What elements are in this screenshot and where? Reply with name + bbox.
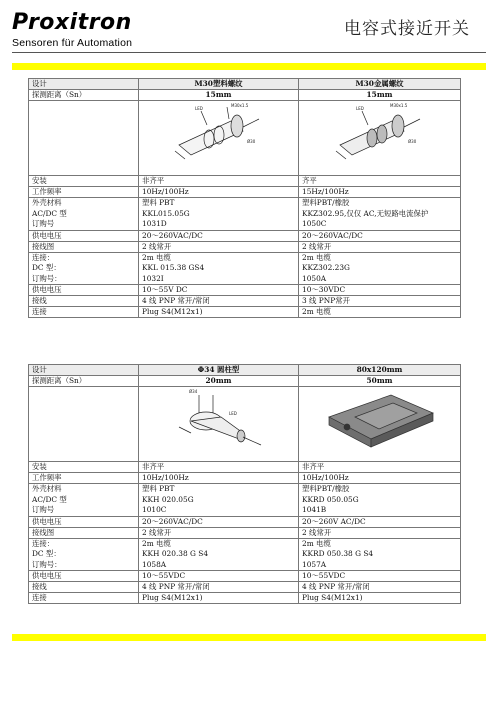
connect-col3 — [299, 538, 461, 571]
top-yellow-bar — [12, 63, 486, 70]
supply-dc-label: 供电电压 — [29, 285, 139, 296]
table-row — [29, 462, 461, 473]
connect-col2 — [139, 538, 299, 571]
dc-type-label: DC 型： — [32, 263, 61, 272]
dc-type-value: KKH 020.38 G S4 — [142, 549, 209, 558]
frequency-label: 工作频率 — [29, 187, 139, 198]
connection-col2: Plug S4(M12x1) — [139, 307, 299, 318]
logo-subtitle: Sensoren für Automation — [12, 37, 133, 49]
connection-col3: 2m 电缆 — [299, 307, 461, 318]
install-label: 安装 — [29, 462, 139, 473]
product-drawing-cylinder — [139, 387, 299, 462]
table-row — [29, 473, 461, 484]
company-logo — [12, 12, 132, 49]
frequency-col2: 10Hz/100Hz — [139, 473, 299, 484]
page-title: 电容式接近开关 — [344, 19, 470, 39]
supply-ac-label: 供电电压 — [29, 516, 139, 527]
material-value: 塑料 PBT — [142, 484, 175, 493]
acdc-type-value: KKL015.05G — [142, 208, 190, 218]
order-no-label: 订购号 — [32, 219, 55, 228]
order-no-label: 订购号 — [32, 505, 55, 514]
material-label: 外壳材料 — [32, 484, 62, 493]
svg-text:M30x1.5: M30x1.5 — [389, 103, 407, 108]
order-no-value: 1041B — [302, 505, 327, 514]
distance-col3: 15mm — [299, 90, 461, 101]
install-label: 安装 — [29, 176, 139, 187]
install-col3: 齐平 — [299, 176, 461, 187]
logo-wordmark: Proxitron — [12, 10, 132, 35]
frequency-col3: 10Hz/100Hz — [299, 473, 461, 484]
material-value: 塑料PBT/橡胶 — [302, 198, 350, 207]
table-header-row — [29, 365, 461, 376]
dc-type-value: KKRD 050.38 G S4 — [302, 549, 374, 558]
order-no-value: 1031D — [142, 219, 167, 228]
install-col2: 非齐平 — [139, 462, 299, 473]
connect-value: 2m 电缆 — [302, 252, 331, 262]
design-label: 设计 — [29, 365, 139, 376]
frequency-col2: 10Hz/100Hz — [139, 187, 299, 198]
wiring-col3: 2 线常开 — [299, 527, 461, 538]
svg-text:Ø30: Ø30 — [246, 139, 255, 144]
design-col2: M30塑料螺纹 — [139, 79, 299, 90]
order-no-value: 1057A — [302, 559, 327, 569]
connection-col2: Plug S4(M12x1) — [139, 593, 299, 604]
connect-labels — [29, 538, 139, 571]
material-labels — [29, 198, 139, 231]
output-col2: 4 线 PNP 常开/常闭 — [139, 582, 299, 593]
order-no-value: 1050A — [302, 273, 327, 283]
dc-type-value: KKL 015.38 GS4 — [142, 263, 205, 272]
distance-label: 探测距离（Sn） — [29, 376, 139, 387]
material-value: 塑料 PBT — [142, 198, 175, 207]
wiring-label: 接线图 — [29, 527, 139, 538]
supply-dc-col2: 10～55V DC — [139, 285, 299, 296]
spec-table-m30 — [28, 78, 461, 318]
connect-label: 连接： — [32, 538, 55, 548]
table-header-row — [29, 79, 461, 90]
table-row — [29, 176, 461, 187]
frequency-col3: 15Hz/100Hz — [299, 187, 461, 198]
table-row — [29, 527, 461, 538]
wiring-col2: 2 线常开 — [139, 241, 299, 252]
product-drawing-m30-metal — [299, 101, 461, 176]
table-row — [29, 241, 461, 252]
svg-text:LED: LED — [355, 106, 364, 111]
product-image-row — [29, 101, 461, 176]
connection-label: 连接 — [29, 307, 139, 318]
connection-label: 连接 — [29, 593, 139, 604]
table-row — [29, 90, 461, 101]
svg-text:LED: LED — [194, 106, 203, 111]
output-label: 接线 — [29, 296, 139, 307]
supply-dc-label: 供电电压 — [29, 571, 139, 582]
header-divider — [12, 52, 486, 53]
connect-value: 2m 电缆 — [142, 538, 171, 548]
table-row — [29, 571, 461, 582]
design-col3: M30金属螺纹 — [299, 79, 461, 90]
bottom-yellow-bar — [12, 634, 486, 641]
material-labels — [29, 484, 139, 517]
wiring-label: 接线图 — [29, 241, 139, 252]
table-row — [29, 296, 461, 307]
install-col2: 非齐平 — [139, 176, 299, 187]
product-image-row — [29, 387, 461, 462]
table-row — [29, 198, 461, 231]
dc-type-label: DC 型： — [32, 549, 61, 558]
connect-label: 连接： — [32, 252, 55, 262]
supply-dc-col3: 10～30VDC — [299, 285, 461, 296]
output-col3: 4 线 PNP 常开/常闭 — [299, 582, 461, 593]
connect-labels — [29, 252, 139, 285]
design-col3: 80x120mm — [299, 365, 461, 376]
order-no-label: 订购号： — [32, 559, 62, 569]
table-row — [29, 376, 461, 387]
output-label: 接线 — [29, 582, 139, 593]
svg-text:LED: LED — [228, 411, 237, 416]
supply-ac-col3: 20～260V AC/DC — [299, 516, 461, 527]
material-label: 外壳材料 — [32, 198, 62, 207]
output-col2: 4 线 PNP 常开/常闭 — [139, 296, 299, 307]
acdc-type-value: KKH 020.05G — [142, 494, 194, 504]
acdc-type-label: AC/DC 型 — [32, 208, 67, 218]
distance-label: 探测距离（Sn） — [29, 90, 139, 101]
table-row — [29, 516, 461, 527]
material-col3 — [299, 198, 461, 231]
acdc-type-value: KKZ302.95,仅仅 AC,无短路电流保护 — [302, 208, 429, 218]
table-row — [29, 484, 461, 517]
distance-col3: 50mm — [299, 376, 461, 387]
svg-text:Ø34: Ø34 — [188, 389, 197, 394]
connect-value: 2m 电缆 — [142, 252, 171, 262]
wiring-col2: 2 线常开 — [139, 527, 299, 538]
material-col2 — [139, 198, 299, 231]
table-row — [29, 187, 461, 198]
table-row — [29, 307, 461, 318]
connection-col3: Plug S4(M12x1) — [299, 593, 461, 604]
product-drawing-m30-plastic — [139, 101, 299, 176]
acdc-type-value: KKRD 050.05G — [302, 494, 359, 504]
table-row — [29, 582, 461, 593]
order-no-label: 订购号： — [32, 273, 62, 283]
material-value: 塑料PBT/橡胶 — [302, 484, 350, 493]
distance-col2: 20mm — [139, 376, 299, 387]
supply-dc-col3: 10～55VDC — [299, 571, 461, 582]
design-label: 设计 — [29, 79, 139, 90]
connect-value: 2m 电缆 — [302, 538, 331, 548]
svg-text:Ø30: Ø30 — [407, 139, 416, 144]
frequency-label: 工作频率 — [29, 473, 139, 484]
supply-dc-col2: 10～55VDC — [139, 571, 299, 582]
table-row — [29, 538, 461, 571]
supply-ac-col2: 20～260VAC/DC — [139, 516, 299, 527]
table-row — [29, 252, 461, 285]
material-col3 — [299, 484, 461, 517]
order-no-value: 1032I — [142, 273, 164, 283]
dc-type-value: KKZ302.23G — [302, 263, 350, 272]
acdc-type-label: AC/DC 型 — [32, 494, 67, 504]
wiring-col3: 2 线常开 — [299, 241, 461, 252]
output-col3: 3 线 PNP常开 — [299, 296, 461, 307]
supply-ac-label: 供电电压 — [29, 230, 139, 241]
order-no-value: 1010C — [142, 505, 167, 514]
supply-ac-col2: 20～260VAC/DC — [139, 230, 299, 241]
table-row — [29, 593, 461, 604]
material-col2 — [139, 484, 299, 517]
order-no-value: 1050C — [302, 219, 327, 228]
supply-ac-col3: 20～260VAC/DC — [299, 230, 461, 241]
distance-col2: 15mm — [139, 90, 299, 101]
svg-text:M30x1.5: M30x1.5 — [230, 103, 248, 108]
table-row — [29, 230, 461, 241]
order-no-value: 1058A — [142, 559, 167, 569]
table-row — [29, 285, 461, 296]
spec-table-cylinder-block — [28, 364, 461, 604]
product-drawing-block — [299, 387, 461, 462]
design-col2: Φ34 圆柱型 — [139, 365, 299, 376]
connect-col3 — [299, 252, 461, 285]
connect-col2 — [139, 252, 299, 285]
install-col3: 非齐平 — [299, 462, 461, 473]
